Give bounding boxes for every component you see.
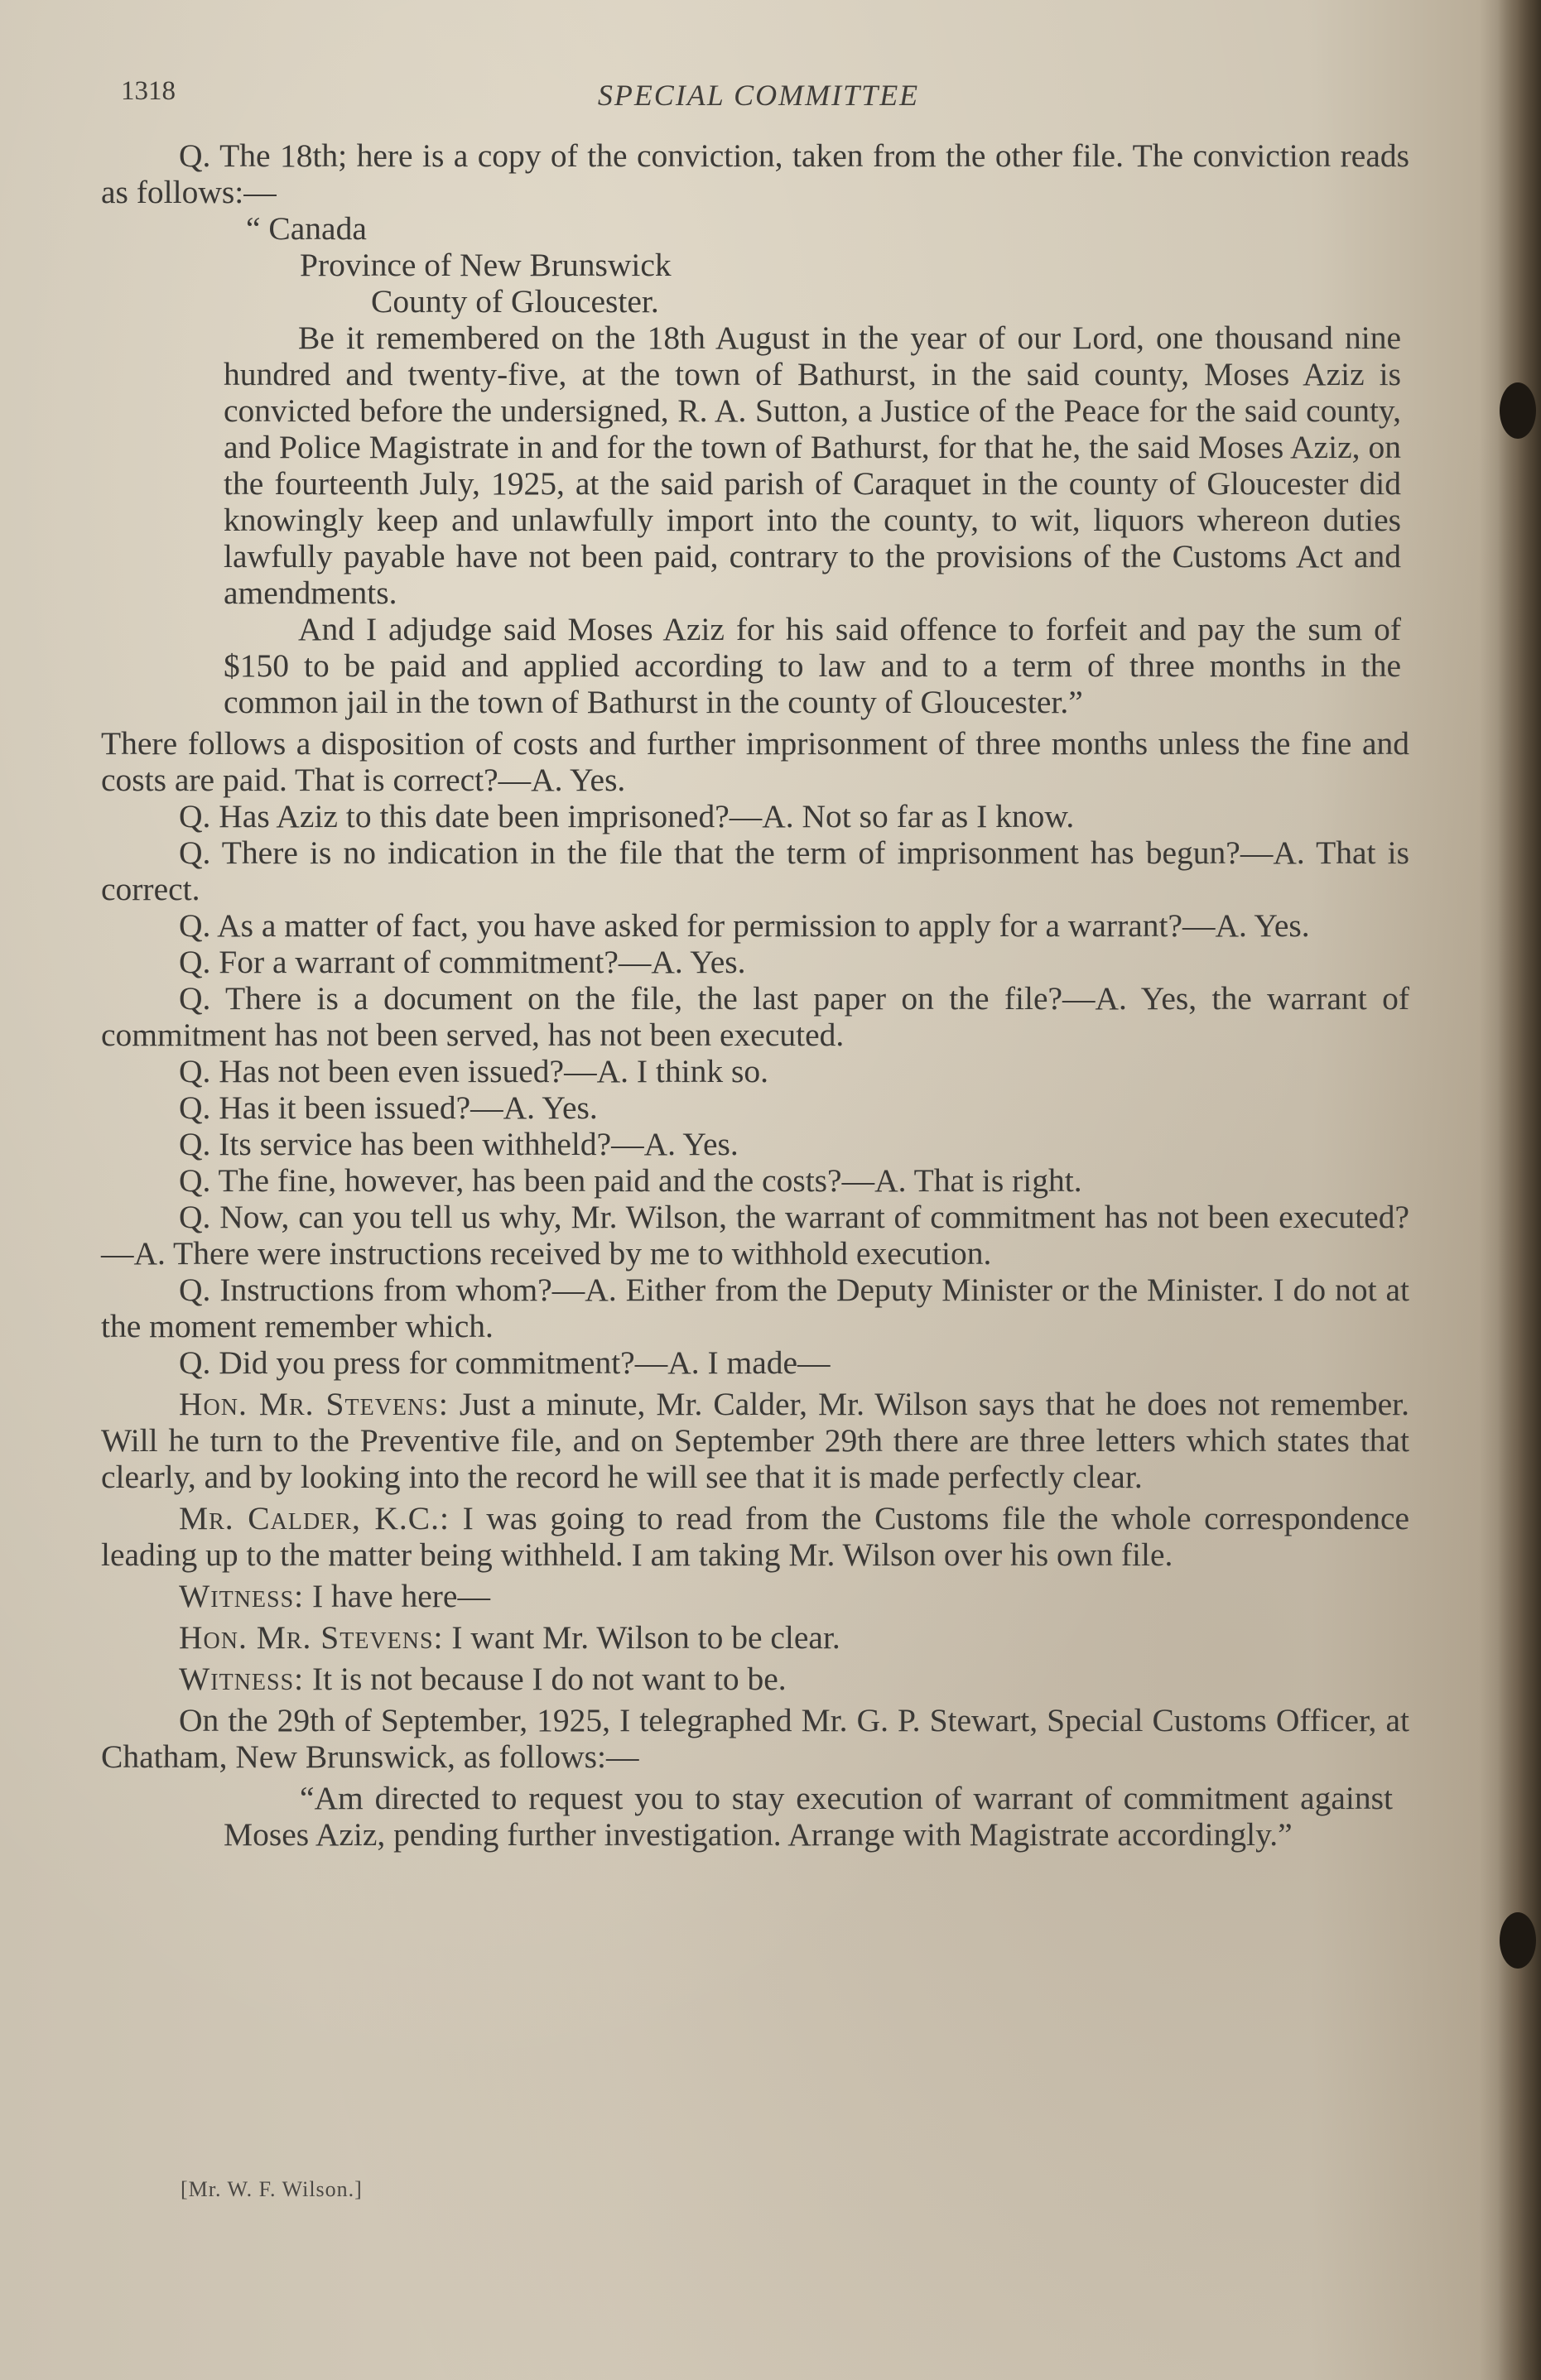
speaker-text: I want Mr. Wilson to be clear. <box>451 1619 840 1656</box>
page-body <box>101 137 1409 1853</box>
speaker-name: Witness: <box>179 1578 305 1614</box>
testimony-paragraph: Q. Did you press for commitment?—A. I made— <box>179 1344 831 1381</box>
quote-heading-canada: “ Canada <box>246 210 367 247</box>
speaker-name: Mr. Calder, K.C.: <box>179 1500 450 1536</box>
speaker-name: Hon. Mr. Stevens: <box>179 1619 444 1656</box>
conviction-text: Be it remembered on the 18th August in the year of our Lord, one thousand nine hundred and twenty-five, at the town of Bathurst, in the said county, Moses Aziz is convicted before the undersigned, R. A. Sutton, a Justice of the Peace for the said county, and Police Magistrate in and for the town of Bathurst, for that he, the said Moses Aziz, on the fourteenth July, 1925, at the said parish of Caraquet in the county of Gloucester did knowingly keep and unlawfully import into the county, to wit, liquors whereon duties lawfully payable have not been paid, contrary to the provisions of the Customs Act and amendments. <box>224 320 1401 611</box>
speaker-paragraph <box>101 1500 1409 1573</box>
testimony-paragraph: On the 29th of September, 1925, I telegraphed Mr. G. P. Stewart, Special Customs Officer, at Chatham, New Brunswick, as follows:— <box>101 1702 1409 1775</box>
speaker-text: Just a minute, Mr. Calder, Mr. Wilson says that he does not remember. Will he turn to the Preventive file, and on September 29th there are three letters which states that clearly, and by looking into the record he will see that it is made perfectly clear. <box>101 1386 1410 1495</box>
testimony-paragraph: Q. Has it been issued?—A. Yes. <box>179 1089 598 1126</box>
speaker-paragraph <box>101 1661 1409 1697</box>
quote-heading-province: Province of New Brunswick <box>300 247 672 283</box>
quote-heading-county: County of Gloucester. <box>371 283 659 320</box>
speaker-text: I was going to read from the Customs file the whole correspondence leading up to the matter being withheld. I am taking Mr. Wilson over his own file. <box>101 1500 1410 1573</box>
page-header <box>121 76 1396 118</box>
testimony-paragraph: Q. Now, can you tell us why, Mr. Wilson, the warrant of commitment has not been executed?—A. There were instructions received by me to withhold execution. <box>101 1199 1409 1272</box>
page-number: 1318 <box>121 76 176 106</box>
testimony-paragraph: Q. As a matter of fact, you have asked for permission to apply for a warrant?—A. Yes. <box>179 907 1310 944</box>
conviction-sentence: And I adjudge said Moses Aziz for his said offence to forfeit and pay the sum of $150 to be paid and applied according to law and to a term of three months in the common jail in the town of Bathurst in the county of Gloucester.” <box>224 611 1401 720</box>
speaker-attribution: [Mr. W. F. Wilson.] <box>181 2177 363 2201</box>
question-paragraph: Q. The 18th; here is a copy of the conviction, taken from the other file. The conviction reads as follows:— <box>101 137 1409 210</box>
binding-hole-top <box>1500 382 1536 439</box>
testimony-paragraph: Q. Has Aziz to this date been imprisoned?—A. Not so far as I know. <box>179 798 1075 834</box>
testimony-paragraph: Q. Instructions from whom?—A. Either from the Deputy Minister or the Minister. I do not at the moment remember which. <box>101 1272 1409 1344</box>
testimony-paragraph: Q. There is no indication in the file that the term of imprisonment has begun?—A. That is correct. <box>101 834 1409 907</box>
speaker-name: Hon. Mr. Stevens: <box>179 1386 449 1422</box>
speaker-name: Witness: <box>179 1661 305 1697</box>
page-binding-edge <box>1498 0 1541 2380</box>
testimony-paragraph: Q. There is a document on the file, the last paper on the file?—A. Yes, the warrant of commitment has not been served, has not been executed. <box>101 980 1409 1053</box>
running-title: SPECIAL COMMITTEE <box>597 79 920 112</box>
testimony-paragraph: Q. The fine, however, has been paid and the costs?—A. That is right. <box>179 1162 1082 1199</box>
binding-hole-bottom <box>1500 1912 1536 1969</box>
testimony-paragraph: There follows a disposition of costs and further imprisonment of three months unless the fine and costs are paid. That is correct?—A. Yes. <box>101 725 1409 798</box>
testimony-paragraph: Q. Its service has been withheld?—A. Yes. <box>179 1126 739 1162</box>
testimony-paragraph: Q. For a warrant of commitment?—A. Yes. <box>179 944 746 980</box>
speaker-paragraph <box>101 1578 1409 1614</box>
speaker-text: It is not because I do not want to be. <box>312 1661 787 1697</box>
speaker-text: I have here— <box>312 1578 490 1614</box>
telegram-quote: “Am directed to request you to stay execution of warrant of commitment against Moses Aziz, pending further investigation. Arrange with Magistrate accordingly.” <box>224 1780 1393 1853</box>
speaker-paragraph <box>101 1386 1409 1495</box>
testimony-paragraph: Q. Has not been even issued?—A. I think so. <box>179 1053 768 1089</box>
speaker-paragraph <box>101 1619 1409 1656</box>
